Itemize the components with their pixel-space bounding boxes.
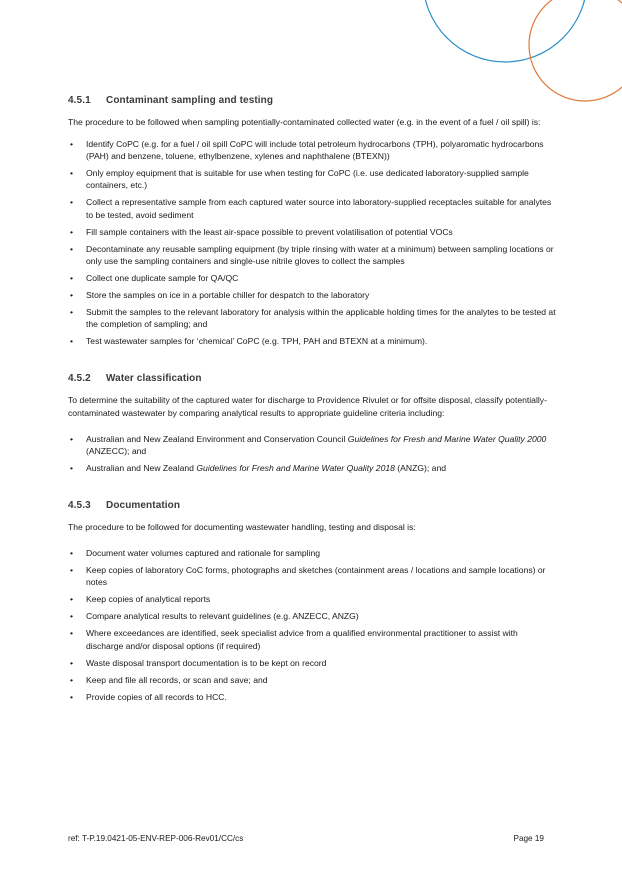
bullet-icon: • bbox=[70, 433, 74, 444]
bullet-icon: • bbox=[70, 657, 74, 668]
list-item: • Australian and New Zealand Environment and Conservation Council Guidelines for Fresh and Marine Water Quality 2000 (ANZECC); and bbox=[70, 433, 547, 456]
blue-arc bbox=[423, 0, 587, 62]
bullet-icon: • bbox=[70, 197, 74, 208]
section-title: Documentation bbox=[106, 499, 181, 511]
bullet-icon: • bbox=[70, 226, 74, 237]
section-intro: The procedure to be followed when sampling potentially-contaminated collected water (e.g. in the event of a fuel / oil spill) is: bbox=[68, 117, 541, 127]
list-item: • Collect one duplicate sample for QA/QC bbox=[70, 272, 239, 283]
page-number: Page 19 bbox=[513, 834, 544, 843]
bullet-list bbox=[68, 547, 556, 703]
section-number: 4.5.2 bbox=[68, 373, 91, 385]
bullet-list bbox=[68, 433, 556, 474]
document-reference: ref: T-P.19.0421-05-ENV-REP-006-Rev01/CC/cs bbox=[68, 834, 244, 843]
section-heading bbox=[68, 373, 556, 384]
list-item: • Keep and file all records, or scan and save; and bbox=[70, 674, 268, 685]
list-item: • Test wastewater samples for ‘chemical’ CoPC (e.g. TPH, PAH and BTEXN at a minimum). bbox=[70, 336, 428, 347]
guideline-title: Guidelines for Fresh and Marine Water Quality 2018 bbox=[196, 462, 395, 473]
bullet-icon: • bbox=[70, 565, 74, 576]
bullet-icon: • bbox=[70, 272, 74, 283]
list-item: • Store the samples on ice in a portable chiller for despatch to the laboratory bbox=[70, 290, 370, 301]
list-item: • Identify CoPC (e.g. for a fuel / oil spill CoPC will include total petroleum hydrocarbons (TPH), polyaromatic hydrocarbons (PAH) and benzene, toluene, ethylbenzene, xylenes and naphthalene (BTEXN)) bbox=[70, 139, 544, 162]
orange-arc bbox=[529, 0, 622, 101]
bullet-icon: • bbox=[70, 462, 74, 473]
list-item: • Compare analytical results to relevant guidelines (e.g. ANZECC, ANZG) bbox=[70, 611, 359, 622]
guideline-title: Guidelines for Fresh and Marine Water Quality 2000 bbox=[347, 433, 547, 444]
list-item: • Only employ equipment that is suitable for use when testing for CoPC (i.e. use dedicated laboratory-supplied sample containers, etc.) bbox=[70, 168, 529, 191]
bullet-icon: • bbox=[70, 336, 74, 347]
page-footer bbox=[68, 834, 544, 843]
bullet-icon: • bbox=[70, 547, 74, 558]
bullet-icon: • bbox=[70, 594, 74, 605]
list-item: • Provide copies of all records to HCC. bbox=[70, 691, 227, 702]
document-body bbox=[68, 95, 556, 703]
section-intro: The procedure to be followed for documenting wastewater handling, testing and disposal is: bbox=[68, 521, 416, 532]
decorative-arcs-logo bbox=[0, 0, 622, 110]
bullet-icon: • bbox=[70, 139, 74, 150]
section-number: 4.5.1 bbox=[68, 95, 91, 106]
bullet-icon: • bbox=[70, 290, 74, 301]
list-item: • Waste disposal transport documentation is to be kept on record bbox=[70, 657, 327, 668]
section-title: Contaminant sampling and testing bbox=[106, 95, 274, 106]
list-item: • Australian and New Zealand Guidelines for Fresh and Marine Water Quality 2018 (ANZG); and bbox=[70, 462, 447, 473]
list-item: • Fill sample containers with the least air-space possible to prevent volatilisation of potential VOCs bbox=[70, 226, 453, 237]
bullet-list bbox=[68, 138, 556, 347]
section-water-classification bbox=[68, 373, 556, 473]
bullet-icon: • bbox=[70, 691, 74, 702]
section-heading bbox=[68, 95, 556, 106]
list-item: • Document water volumes captured and rationale for sampling bbox=[70, 547, 321, 558]
section-heading bbox=[68, 500, 556, 511]
section-title: Water classification bbox=[106, 373, 202, 385]
section-intro: To determine the suitability of the captured water for discharge to Providence Rivulet or for offsite disposal, classify potentially-contaminated wastewater by comparing analytical results to appropriate guideline criteria including: bbox=[68, 395, 547, 418]
list-item: • Collect a representative sample from each captured water source into laboratory-supplied receptacles suitable for analytes to be tested, avoid sediment bbox=[70, 197, 552, 220]
section-documentation bbox=[68, 500, 556, 703]
list-item: • Submit the samples to the relevant laboratory for analysis within the applicable holding times for the analytes to be tested at the completion of sampling; and bbox=[70, 307, 556, 330]
list-item: • Decontaminate any reusable sampling equipment (by triple rinsing with water at a minimum) between sampling locations or only use the sampling containers and single-use nitrile gloves to collect the samples bbox=[70, 243, 554, 266]
bullet-icon: • bbox=[70, 628, 74, 639]
bullet-icon: • bbox=[70, 674, 74, 685]
bullet-icon: • bbox=[70, 307, 74, 318]
section-number: 4.5.3 bbox=[68, 499, 91, 511]
list-item: • Keep copies of laboratory CoC forms, photographs and sketches (containment areas / locations and sample locations) or notes bbox=[70, 565, 546, 588]
bullet-icon: • bbox=[70, 611, 74, 622]
bullet-icon: • bbox=[70, 243, 74, 254]
list-item: • Keep copies of analytical reports bbox=[70, 594, 211, 605]
section-contaminant-sampling bbox=[68, 95, 556, 347]
list-item: • Where exceedances are identified, seek specialist advice from a qualified environmental practitioner to assist with discharge and/or disposal options (if required) bbox=[70, 628, 518, 651]
bullet-icon: • bbox=[70, 168, 74, 179]
